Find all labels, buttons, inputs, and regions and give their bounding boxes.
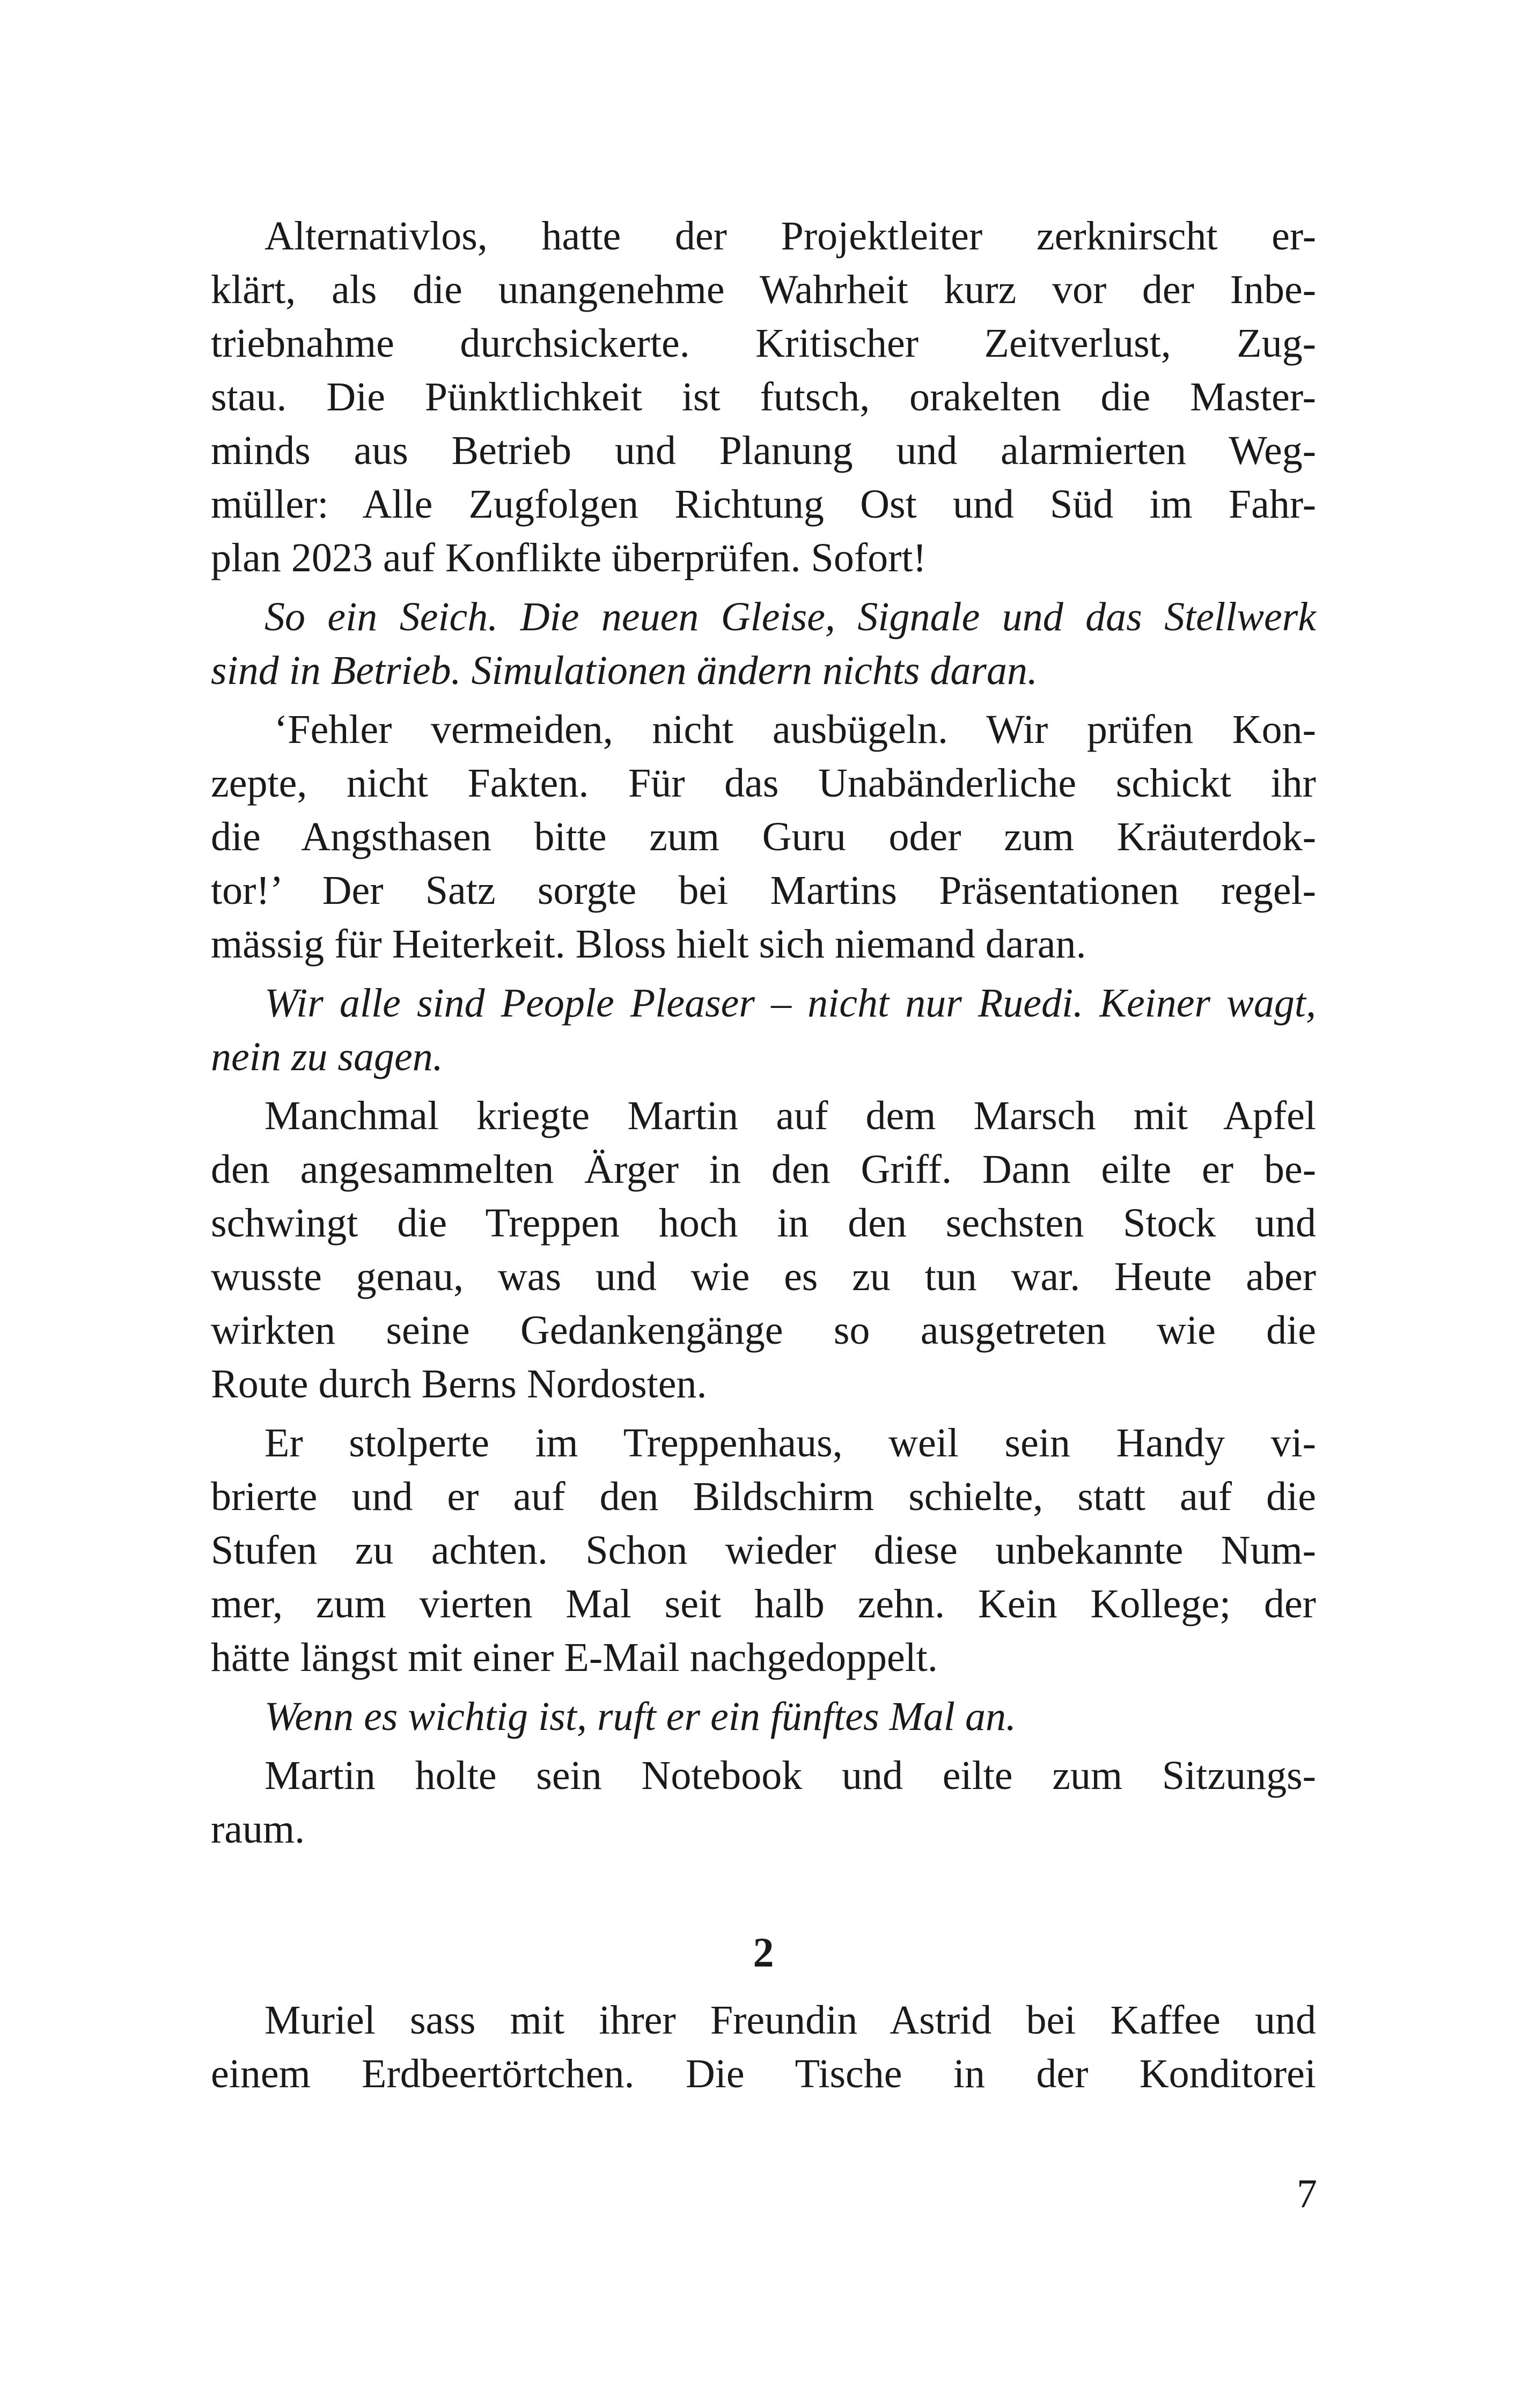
text-line: plan 2023 auf Konflikte überprüfen. Sofort!: [211, 535, 927, 580]
text-line: Martin holte sein Notebook und eilte zum Sitzungs-: [264, 1753, 1316, 1798]
paragraph: [211, 1993, 1316, 2101]
chapter-heading: 2: [753, 1929, 774, 1976]
page-number: 7: [1297, 2171, 1317, 2216]
text-line: minds aus Betrieb und Planung und alarmierten Weg-: [211, 428, 1316, 473]
paragraph: [211, 1416, 1316, 1684]
text-line: mässig für Heiterkeit. Bloss hielt sich niemand daran.: [211, 922, 1086, 967]
body-text: [211, 209, 1316, 2101]
text-line: wirkten seine Gedankengänge so ausgetreten wie die: [211, 1308, 1316, 1353]
paragraph: [211, 1749, 1316, 1856]
text-line: zepte, nicht Fakten. Für das Unabänderliche schickt ihr: [211, 761, 1316, 806]
text-line: müller: Alle Zugfolgen Richtung Ost und Süd im Fahr-: [211, 482, 1316, 527]
paragraph: [211, 1089, 1316, 1411]
text-line: Alternativlos, hatte der Projektleiter zerknirscht er-: [264, 213, 1316, 259]
text-line: hätte längst mit einer E-Mail nachgedoppelt.: [211, 1635, 938, 1680]
text-line: wusste genau, was und wie es zu tun war. Heute aber: [211, 1254, 1316, 1299]
text-line: Stufen zu achten. Schon wieder diese unbekannte Num-: [211, 1528, 1316, 1573]
text-line: Muriel sass mit ihrer Freundin Astrid bei Kaffee und: [264, 1998, 1316, 2043]
text-line: Manchmal kriegte Martin auf dem Marsch mit Apfel: [264, 1093, 1316, 1138]
text-line: Er stolperte im Treppenhaus, weil sein Handy vi-: [264, 1420, 1316, 1466]
text-line: den angesammelten Ärger in den Griff. Dann eilte er be-: [211, 1147, 1316, 1192]
text-line: mer, zum vierten Mal seit halb zehn. Kein Kollege; der: [211, 1581, 1316, 1626]
text-line: brierte und er auf den Bildschirm schielte, statt auf die: [211, 1474, 1316, 1519]
text-line: schwingt die Treppen hoch in den sechsten Stock und: [211, 1201, 1316, 1246]
text-line: So ein Seich. Die neuen Gleise, Signale und das Stellwerk: [264, 594, 1316, 639]
italic-thought: [211, 1690, 1316, 1743]
text-line: ‘Fehler vermeiden, nicht ausbügeln. Wir prüfen Kon-: [274, 707, 1316, 752]
text-line: tor!’ Der Satz sorgte bei Martins Präsentationen regel-: [211, 868, 1316, 913]
italic-thought: [211, 976, 1316, 1084]
text-line: Wenn es wichtig ist, ruft er ein fünftes Mal an.: [264, 1694, 1016, 1739]
paragraph: [211, 209, 1316, 585]
italic-thought: [211, 590, 1316, 697]
text-line: die Angsthasen bitte zum Guru oder zum Kräuterdok-: [211, 814, 1316, 859]
text-line: stau. Die Pünktlichkeit ist futsch, orakelten die Master-: [211, 374, 1316, 419]
text-line: sind in Betrieb. Simulationen ändern nichts daran.: [211, 648, 1038, 693]
text-line: raum.: [211, 1807, 305, 1852]
text-line: triebnahme durchsickerte. Kritischer Zeitverlust, Zug-: [211, 321, 1316, 366]
text-line: Wir alle sind People Pleaser – nicht nur Ruedi. Keiner wagt,: [264, 981, 1316, 1026]
text-line: nein zu sagen.: [211, 1034, 443, 1079]
text-line: Route durch Berns Nordosten.: [211, 1361, 707, 1406]
paragraph: [211, 703, 1316, 971]
text-line: einem Erdbeertörtchen. Die Tische in der Konditorei: [211, 2051, 1316, 2096]
text-line: klärt, als die unangenehme Wahrheit kurz vor der Inbe-: [211, 267, 1316, 312]
